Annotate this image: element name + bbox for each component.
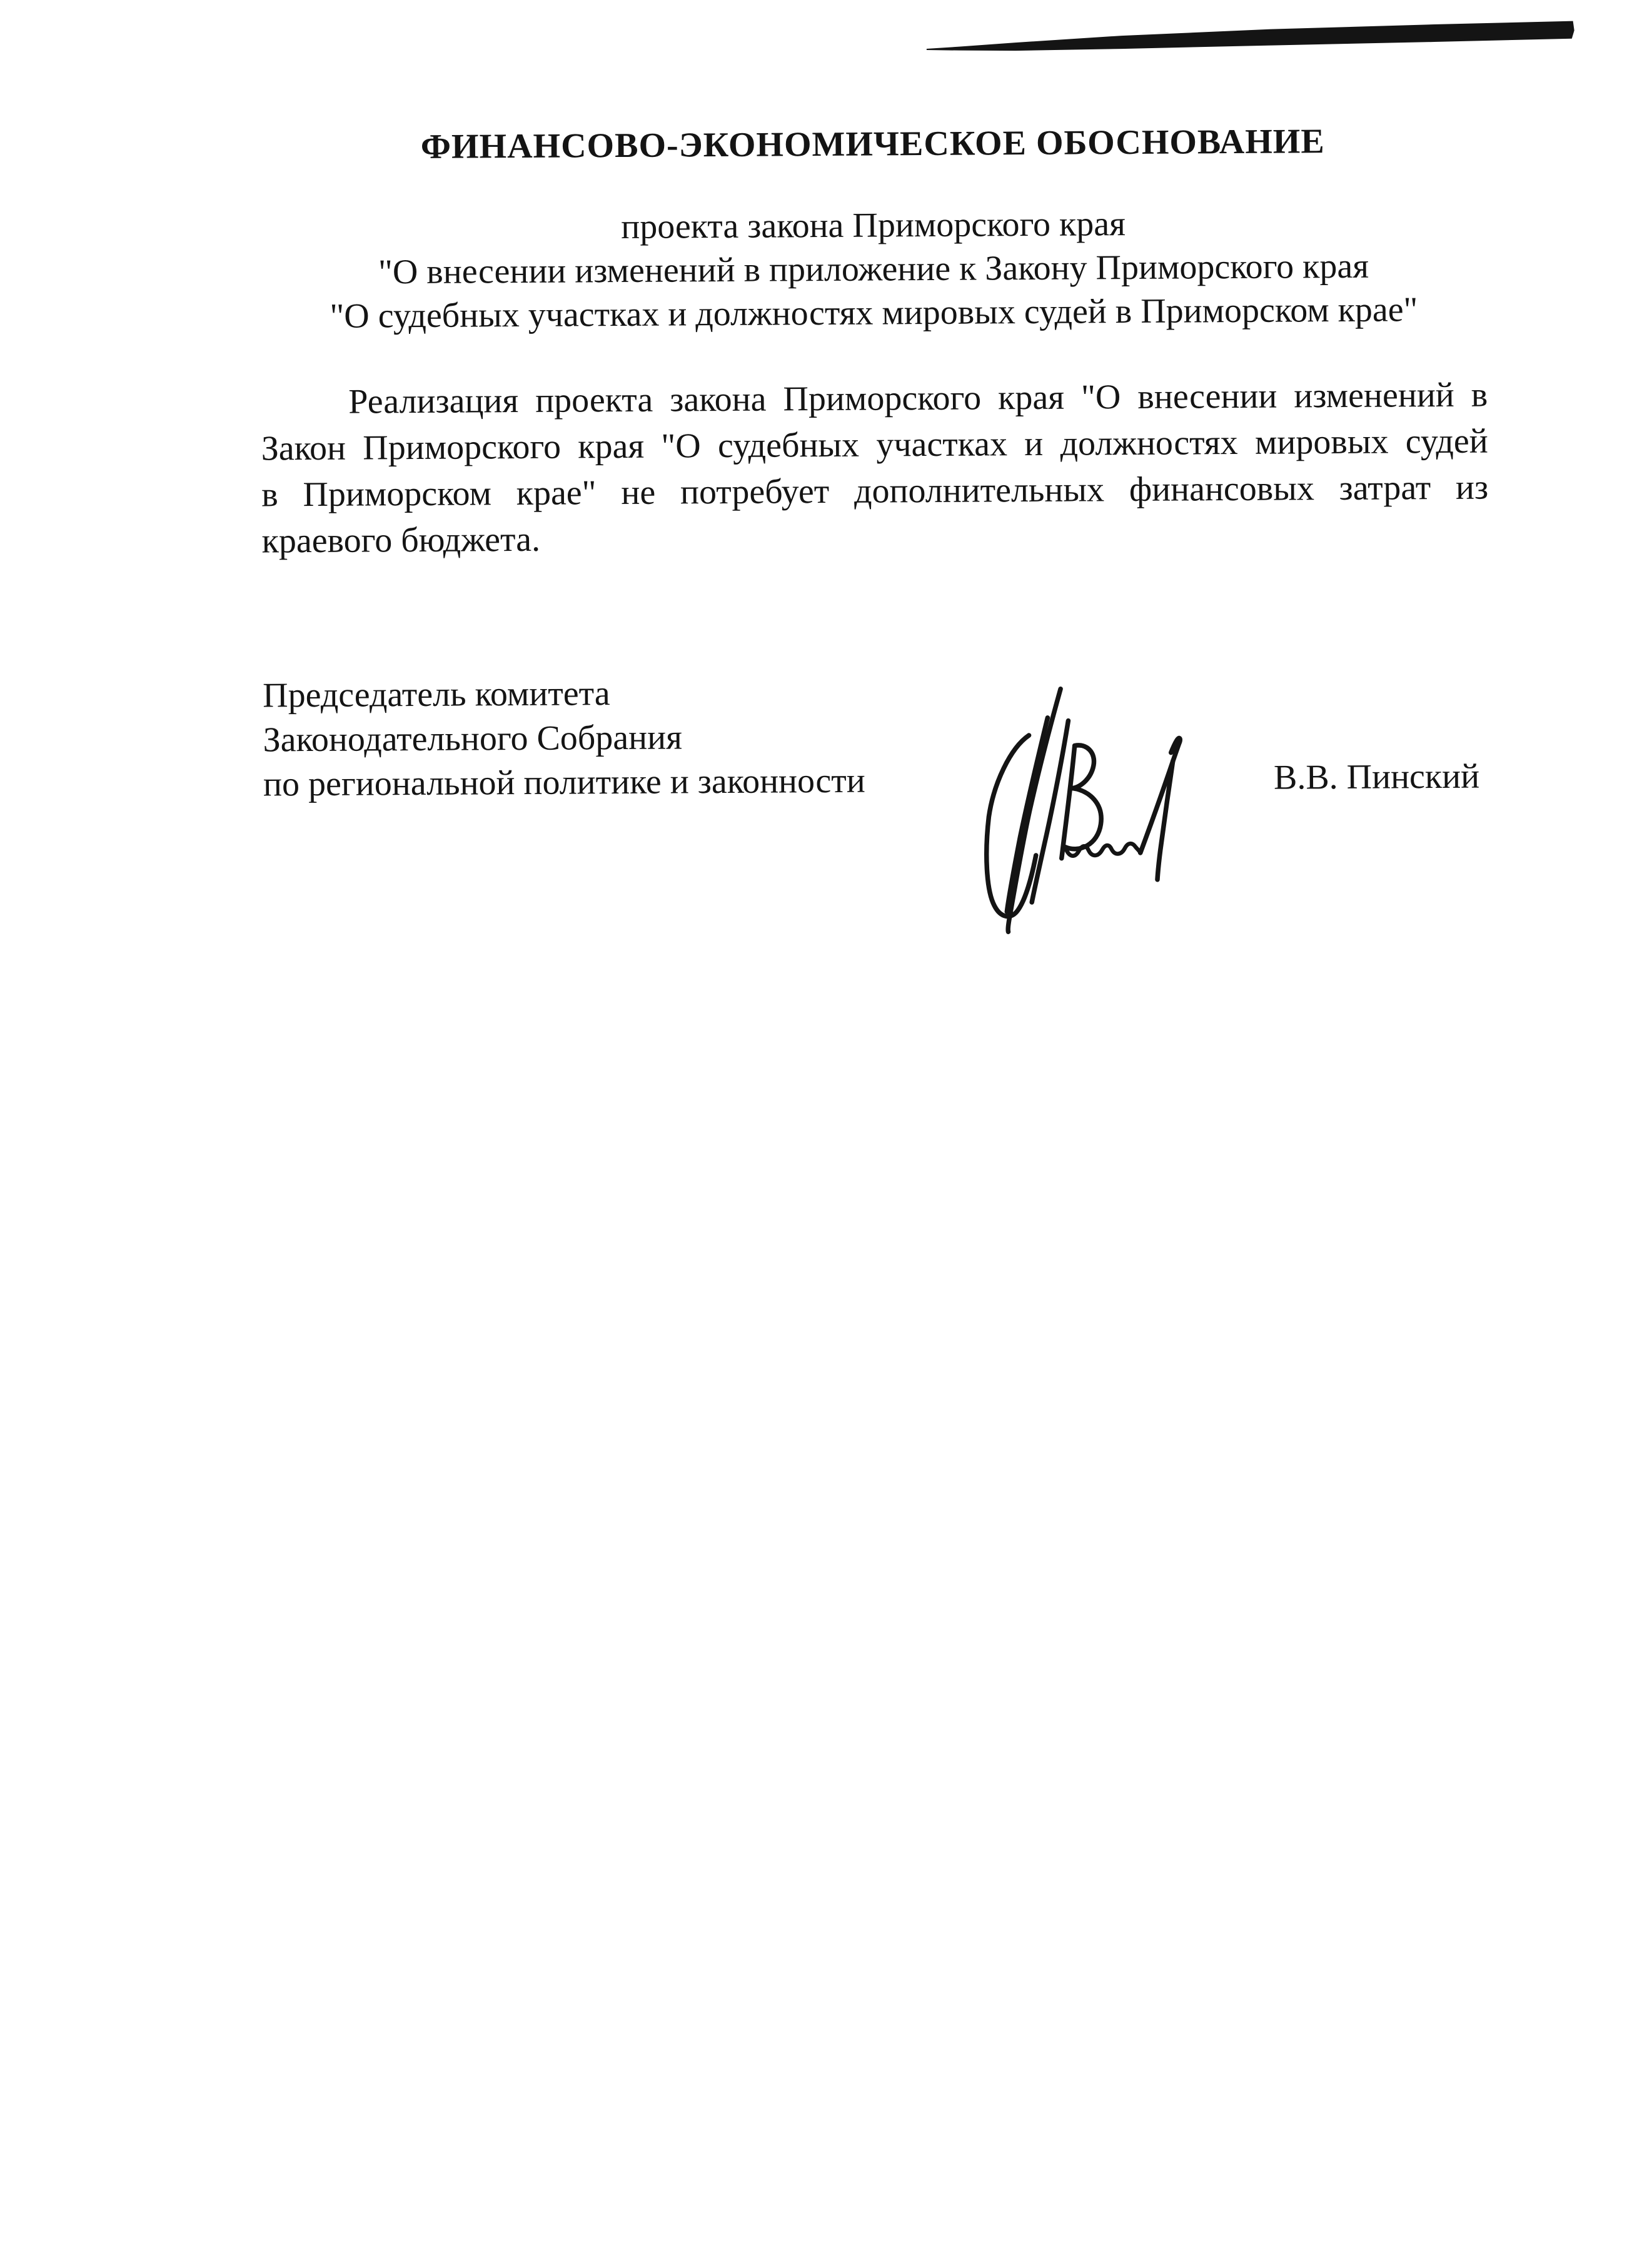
signatory-position-line: Законодательного Собрания [263, 718, 683, 760]
body-line: в Приморском крае" не потребует дополнительных финансовых затрат из [261, 468, 1489, 515]
body-line: Реализация проекта закона Приморского края "О внесении изменений в [348, 375, 1488, 421]
document-title: ФИНАНСОВО-ЭКОНОМИЧЕСКОЕ ОБОСНОВАНИЕ [420, 122, 1325, 166]
document-subtitle [259, 200, 1487, 339]
subtitle-line: проекта закона Приморского края [621, 204, 1126, 246]
body-paragraph [261, 372, 1489, 565]
subtitle-line: "О судебных участках и должностях мировых судей в Приморском крае" [330, 290, 1418, 336]
body-line: Закон Приморского края "О судебных участках и должностях мировых судей [261, 421, 1488, 468]
signatory-position [263, 670, 865, 807]
signatory-position-line: Председатель комитета [262, 674, 610, 715]
signatory-name: В.В. Пинский [1273, 757, 1480, 797]
signature-stroke [1030, 721, 1069, 902]
scan-streak-artifact [922, 18, 1584, 59]
handwritten-signature [975, 682, 1227, 984]
subtitle-line: "О внесении изменений в приложение к Закону Приморского края [378, 246, 1369, 292]
scan-streak-shape [927, 21, 1574, 51]
body-line: краевого бюджета. [261, 520, 541, 561]
signatory-position-line: по региональной политике и законности [263, 761, 865, 804]
